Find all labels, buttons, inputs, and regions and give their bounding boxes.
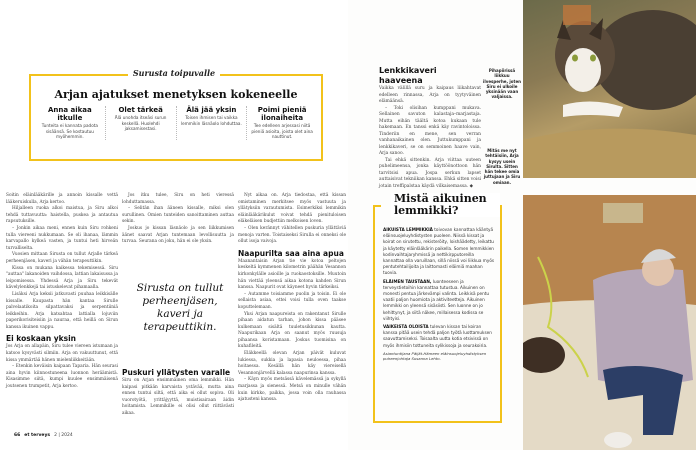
woman-with-cat-photo <box>523 195 696 450</box>
paragraph: – Olen kerännyt vähitellen puskuria yllättäviä menoja varten. Toistaiseksi Sirulla ei onneksi ole ollut isoja vaivoja. <box>238 225 346 245</box>
woman-illustration <box>523 195 696 450</box>
photo-caption-bottom: Mitäs me nyt tehtäisiin, Arja kysyy usein Sirulta. Sitten hän tekee omia juttujaan ja Siru omiaan. <box>483 148 521 185</box>
body-column-3 <box>238 193 346 404</box>
tip <box>247 106 317 140</box>
tip-text: Toisen ihmisen tai vaikka lemmikin läsnäolo lohduttaa. <box>180 115 242 126</box>
adult-pet-sidebar <box>373 192 502 423</box>
sidebar-item <box>383 324 495 349</box>
paragraph: Lisäksi Arja keksii jatkuvasti puuhaa leikkisälle kissalle. Kaupasta hän kantaa Sirulle palvelaatikoita silpattavaksi ja serpentiiniä leikkeihin. Arja katsahtaa lattialla lojuviin paperikorisiteisiin ja nauraa, että heillä on Sirun kanssa ikuinen vappu. <box>6 291 118 330</box>
paragraph: Yksi Arjan naapureista on rakentanut Sirulle pihaan aidatun tarhan, johon kissa pääsee kulkemaan sisältä tuuletusikkunan kautta. Naapurikaan Arja on saanut myös ruusuja pihaansa koristamaan. Joskus tuomisina on kuhafileitä. <box>238 311 346 350</box>
paragraph: Jos Arja on allapäin, Siru tulee viereen istumaan ja katsoo kysyvästi silmiin. Arja on vakuuttunut, että kissa ymmärtää hänen mielenliikkeitään. <box>6 344 118 363</box>
page-number: 66 <box>14 433 21 438</box>
paragraph: Hiljalleen ruoka alkoi maistua, ja Siru alkoi tehdä tuttavuutta: haistella, puskea ja antautua rapsutuksille. <box>6 206 118 225</box>
paragraph: – Jonkin aikaa meni, ennen kuin Siru rohkeni tulla viereeni nukkumaan. Se oli ihanaa, lämmin karvapallo kylkeä vasten, ja tuntui heti hirveän turvalliselta. <box>6 225 118 251</box>
lead-in: ELÄIMEN TAUSTAAN, <box>383 278 432 284</box>
tips-list <box>35 106 317 140</box>
paragraph: Kissa on mukana kaikessa tekemisessä. Siru "auttaa" lakanoiden vaihdossa, lattian lakaisussa ja leipomisessa. Yhdessä Arja ja Siru tekevät kävelylenkkejä tai istuskelevat pihamaalla. <box>6 265 118 291</box>
subheading: Naapurilta saa aina apua <box>238 248 344 258</box>
tip-title: Älä jää yksin <box>186 106 237 114</box>
page-footer <box>14 433 73 438</box>
paragraph: Siru on Arjan ensimmäinen oma lemmikki. Hän kaipasi pitkään karvaista ystävää, mutta aina ennen tuntui siltä, että aika ei ollut sopiva. Oli vuorotyötä, yrittäjyyttä, muistisairaan äidin hoitamista. Lemmikille ei olisi ollut riittävästi aikaa. <box>122 378 234 416</box>
tip <box>106 106 177 140</box>
tips-box <box>29 74 323 161</box>
tip-text: Älä unohda itseäsi surun keskellä. Huolehdi jaksamisestasi. <box>114 115 167 132</box>
paragraph: Nyt aikaa on. Arja tiedostaa, että kissan omistaminen merkitsee myös vastuuta ja yllätyksiin varautumista. Esimerkiksi lemmikin eläinlääkärikulut voivat tehdä pienituloisen eläkeläisen budjettiin melkoisen loven. <box>238 193 346 225</box>
subheading: Lenkkikaveri haaveena <box>379 66 437 85</box>
sidebar-item <box>383 279 495 322</box>
paragraph: – Etenkin keväisin kaipaan Taparia. Hän seurasi aina hyvin kiinnostuneena luonnon heräämistä. Kisasimme siitä, kumpi kuulee ensimmäisenä joutsenen trumpetit, Arja kertoo. <box>6 364 118 390</box>
left-page <box>0 0 348 450</box>
sidebar-item <box>383 227 495 277</box>
sidebar-title: Mistä aikuinen lemmikki? <box>391 193 500 217</box>
tip <box>177 106 248 140</box>
tip-title: Poimi pieniä ilonaiheita <box>257 106 307 122</box>
paragraph: Jos itku tulee, Siru on heti vieressä lohduttamassa. <box>122 193 234 205</box>
pull-quote: Sirusta on tullut perheenjäsen, kaveri ja terapeuttikin. <box>136 282 224 333</box>
tips-box-title: Arjan ajatukset menetyksen kokeneelle <box>54 88 298 101</box>
paragraph: – Toki olisihan kumppani mukava. Sellainen savuton kalastaja–marjastaja. Mutta eihän täältä kotoa kukaan tule hakemaan. En tanssi enkä käy ravintoloissa. Tinderiin en mene, sen verran vanhanaikainen olen. Juttukumppani ja lenkkikaveri, se on semmoinen haave vain, Arja sanoo. <box>379 105 481 156</box>
body-column-2b <box>122 365 234 418</box>
tip-title: Olet tärkeä <box>118 106 163 114</box>
paragraph: – Autamme toisiamme puolin ja toisin. Ei ole sellaista asiaa, ettei voisi tulla oven taakse koputtelemaan. <box>238 291 346 310</box>
paragraph: Tai ehkä sittenkin. Arja viittaa uuteen puhelimeensa, jonka käyttöönottoon hän tarvitsisi apua. Jospa serkun lapset auttaisivat tekniikan kanssa. Ehkä sitten voisi jotain treffipalstaa käydä vilkaisemassa. ◆ <box>379 157 481 189</box>
sidebar-body <box>383 227 495 363</box>
subheading: Puskuri yllätysten varalle <box>122 368 231 377</box>
magazine-name: et terveys <box>24 433 51 438</box>
tip-text: Tunteita ei kannata padota sisäänsä. Se kostautuu myöhemmin. <box>41 123 98 140</box>
lead-in: VAIKEISTA OLOISTA <box>383 324 429 330</box>
tip <box>35 106 106 140</box>
paragraph: – Käyn myös metsässä kävelemässä ja sykyllä marjassa ja sienessä. Metsä on minulle vähän kuin kirkko, paikka, jossa voin olla rauhassa ajatusteni kanssa. <box>238 377 346 403</box>
paragraph: Soitin eläinlääkärille ja annoin kissalle vettä lääkeruiskulla, Arja kertoo. <box>6 193 118 205</box>
paragraph: Vaikka välillä suru ja kaipaus liikahtavat edelleen rinnassa, Arja on tyytyväinen elämäänsä. <box>379 86 481 104</box>
sidebar-source: Asiantuntijana Päijät-Hämeen eläinsuojeluyhdistyksen puheenjohtaja Susanna Lehto. <box>383 350 487 361</box>
issue: 2 | 2024 <box>54 433 73 438</box>
sidebar-text: toivovan kannattaa kääntyä eläinsuojeluyhdistysten puoleen. Niissä kissat ja koirat on sirutettu, rekisteröity, loishäädetty, leikattu ja käytetty eläinlääkärin paikella. Somen lemmikkien kodinvaihtajaryhmissä ja nettikirpputoreilla kannattaa olla varuillaan, sillä niissä voi liikkua myös pentutehtailijoita ja laittomasti eläimiä maahan tuovia. <box>383 227 495 276</box>
sidebar-text: luonteeseen ja terveystietoihin kannattaa tutustua. Aikuinen on monesti pentua järkevämpi valinta. Leikkisä pentu vaatii paljon huomiota ja aktiviteetteja. Aikuinen lemmikki on yleensä sisäsiisti. Sen luonne on jo kehittynyt, ja siitä näkee, millaisessa kodissa se viihtyisi. <box>383 278 490 321</box>
cat-photo <box>523 0 696 178</box>
sidebar-text: tulevan kissan tai koiran kanssa pitää usein tehdä paljon työtä luottamuksen saavuttamiseksi. Toisaalta uutta kotia etsivissä on myös ihmisiin tottuneita sylikissoja ja seurakoiria. <box>383 324 492 348</box>
tip-title: Anna aikaa itkulle <box>47 106 92 122</box>
tip-text: Tee edelleen arjessasi niitä pieniä asioita, joista olet aina nauttinut. <box>251 123 313 140</box>
paragraph: Vuosien mittaan Sirusta on tullut Arjalle tärkeä perheenjäsen, kaveri ja vähän terapeuttikin. <box>6 252 118 264</box>
subheading: Ei koskaan yksin <box>6 334 77 344</box>
photo-caption-top: Pihapiirissä liikkuu ilvesperhe, joten Siru ei ulkoile yksinään vaan valjaissa. <box>482 68 522 100</box>
paragraph: Joskus jo kissan läsnäolo ja sen liikkumisen äänet saavat Arjan tuntemaan levollisuutta ja turvaa. Seurana on joku, hän ei ole yksin. <box>122 225 234 245</box>
lead-in: AIKUISTA LEMMIKKIÄ <box>383 227 433 232</box>
paragraph: Eläkkeellä olevan Arjan päivät kuluvat lukiessa, sukkia ja lapasia neuloessa, pihaa hoitaessa. Kesällä hän käy viereisellä Vesannonjärvellä kalassa naapurinsa kanssa. <box>238 351 346 376</box>
paragraph: – Selitän ihan ääneen kissalle, miksi olen surullinen. Omien tunteiden sanoittaminen auttaa sekin. <box>122 206 234 225</box>
body-column-2 <box>122 193 234 246</box>
cat-illustration <box>523 0 696 178</box>
right-article-column <box>379 66 481 190</box>
body-column-1 <box>6 193 118 391</box>
kicker: Surusta toipuvalle <box>132 68 216 78</box>
paragraph: Maanantaisin Arjan tie vie kotoa peltojen keskeltä kymmenen kilometrin päähän Vesannon kirkonkylälle asioille ja ruokaostoksille. Muutoin hän viettää yleensä aikaa kotona kahden Sirun kanssa. Naapurit ovat käyneet hyvin tärkeiksi. <box>238 258 346 291</box>
